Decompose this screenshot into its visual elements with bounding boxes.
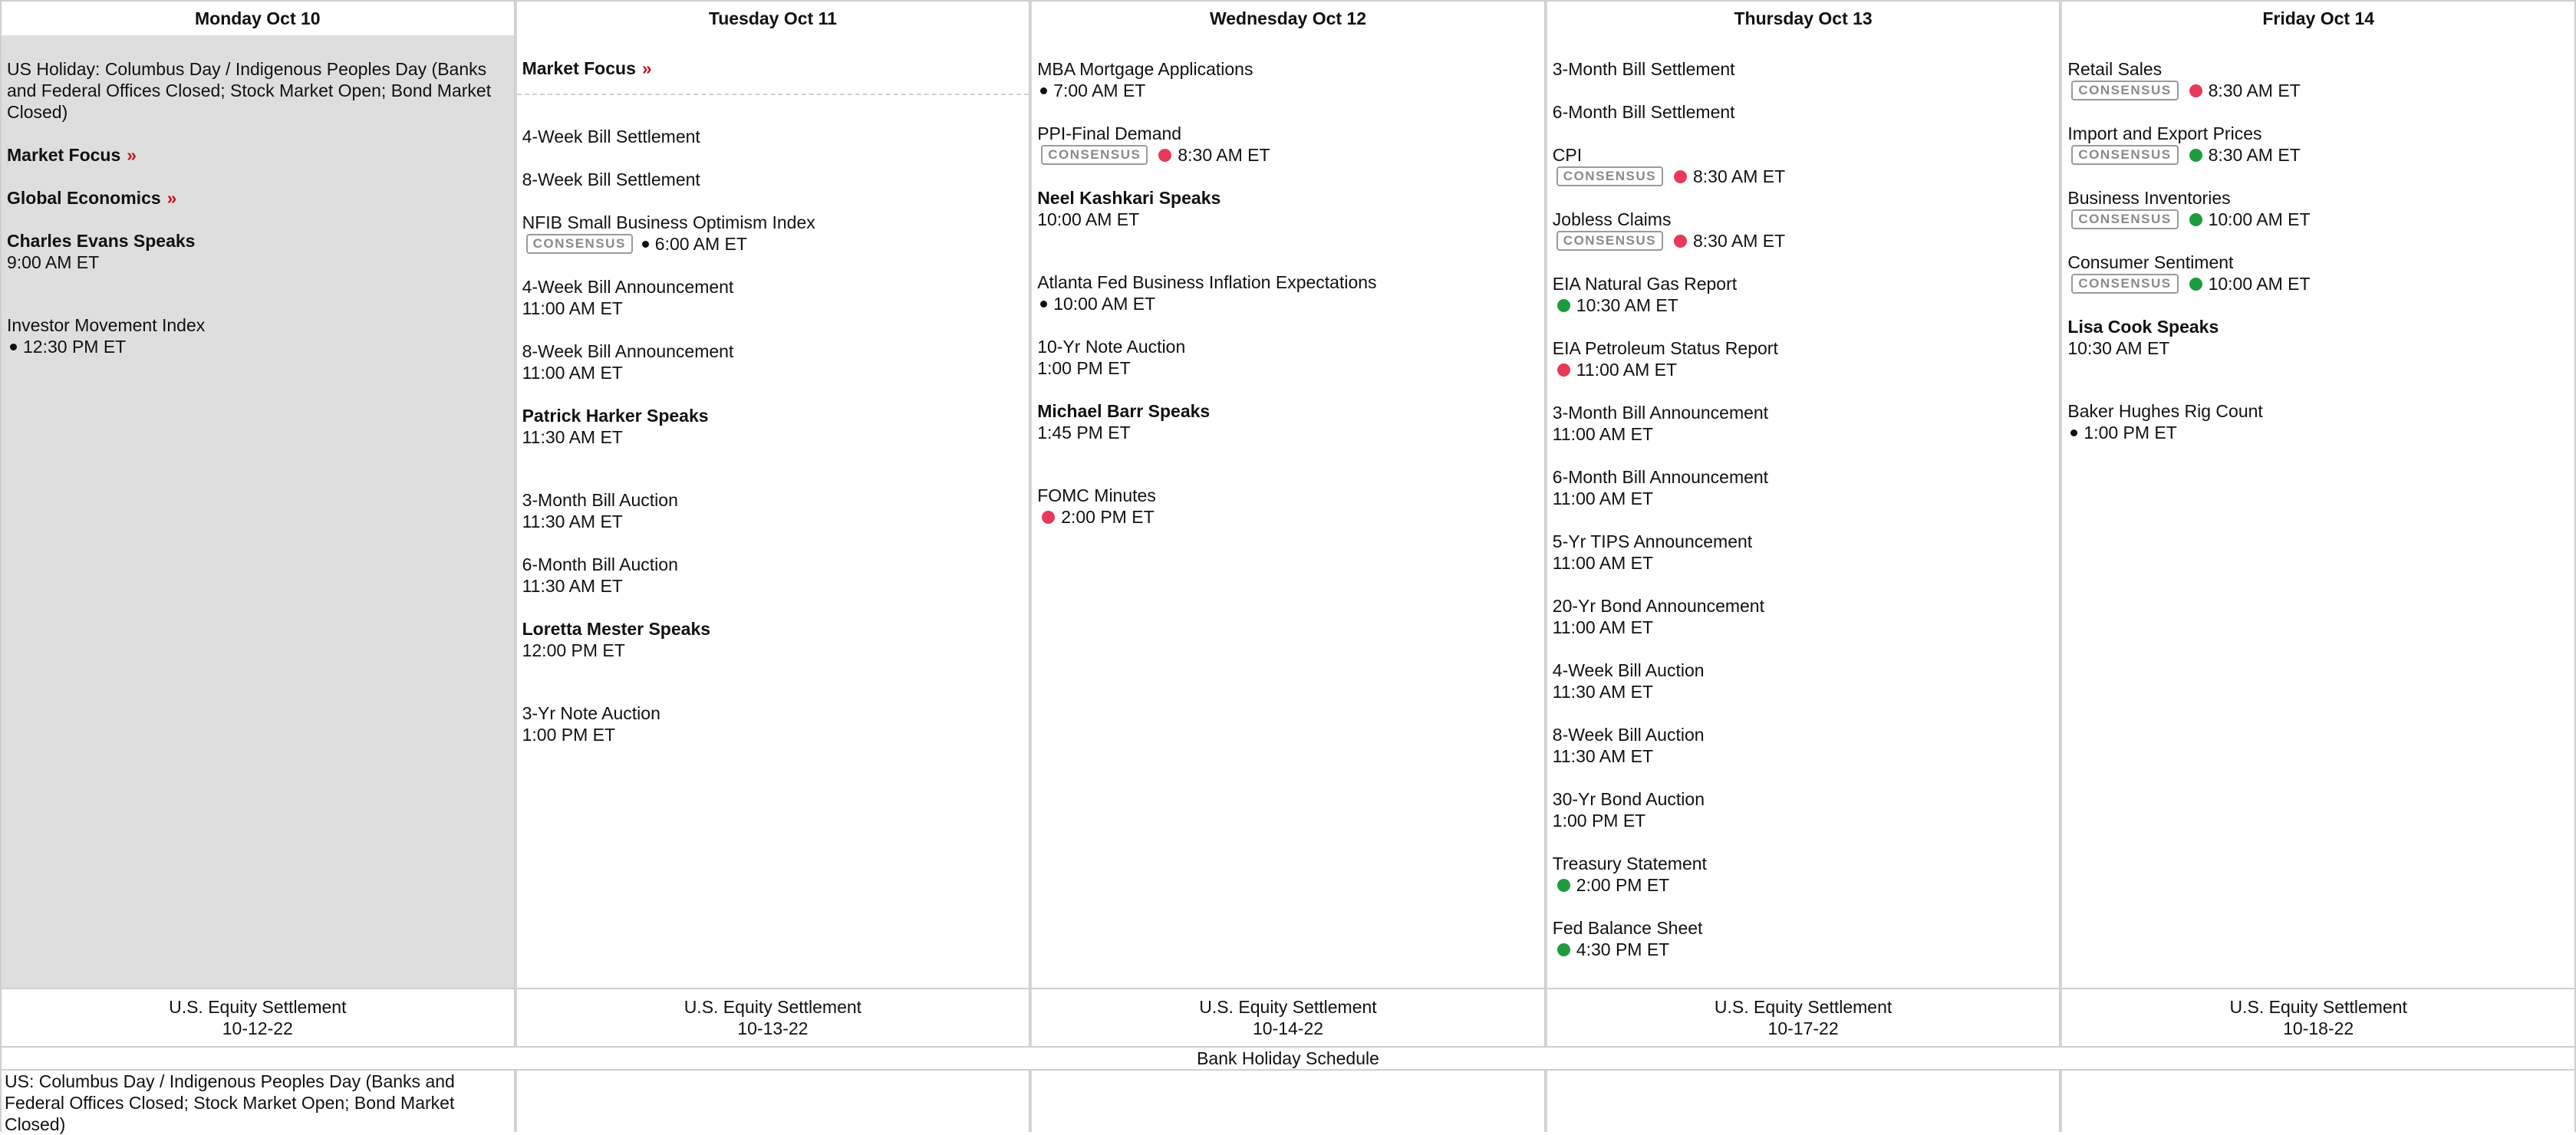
consensus-badge[interactable]: CONSENSUS	[2071, 274, 2178, 294]
event-name[interactable]: 3-Month Bill Auction	[522, 490, 678, 510]
settlement-date: 10-13-22	[737, 1018, 809, 1038]
bank-holiday-cell-thursday	[1546, 1071, 2061, 1132]
event-item[interactable]	[1037, 58, 1539, 101]
event-time: 11:00 AM ET	[522, 363, 623, 383]
event-time: 10:30 AM ET	[1576, 295, 1678, 315]
event-time: 11:00 AM ET	[1552, 617, 1654, 637]
event-name[interactable]: Fed Balance Sheet	[1552, 918, 1703, 938]
event-item[interactable]	[522, 340, 1024, 383]
day-body-row	[0, 35, 2576, 988]
event-name[interactable]: 4-Week Bill Announcement	[522, 277, 734, 297]
bank-holiday-cell-monday	[0, 1071, 516, 1132]
event-name[interactable]: Consumer Sentiment	[2067, 252, 2234, 272]
event-item[interactable]	[1553, 531, 2054, 574]
settlement-label: U.S. Equity Settlement	[684, 997, 862, 1017]
settlement-date: 10-12-22	[222, 1018, 293, 1038]
event-item[interactable]	[1553, 724, 2054, 767]
consensus-badge[interactable]: CONSENSUS	[1041, 145, 1148, 165]
bank-holiday-schedule-title: Bank Holiday Schedule	[0, 1048, 2576, 1071]
event-name[interactable]: Charles Evans Speaks	[7, 231, 196, 251]
event-name[interactable]: Investor Movement Index	[7, 315, 206, 335]
settlement-cell	[0, 988, 516, 1048]
event-item[interactable]	[1553, 273, 2054, 316]
event-name[interactable]: Patrick Harker Speaks	[522, 406, 709, 426]
event-item[interactable]	[522, 618, 1024, 661]
market-focus-label[interactable]: Market Focus	[7, 145, 121, 165]
event-item[interactable]	[1553, 466, 2054, 509]
event-name[interactable]: Neel Kashkari Speaks	[1037, 188, 1221, 208]
medium-importance-dot-icon	[2189, 278, 2202, 291]
consensus-badge[interactable]: CONSENSUS	[526, 234, 633, 254]
event-name[interactable]: Michael Barr Speaks	[1037, 401, 1211, 421]
event-name[interactable]: NFIB Small Business Optimism Index	[522, 212, 815, 232]
event-item[interactable]	[1553, 595, 2054, 638]
low-importance-dot-icon	[10, 344, 17, 350]
event-time: 10:00 AM ET	[1037, 209, 1140, 229]
event-name[interactable]: Baker Hughes Rig Count	[2067, 401, 2263, 421]
high-importance-dot-icon	[1674, 235, 1687, 248]
event-name[interactable]: PPI-Final Demand	[1037, 123, 1182, 143]
event-name[interactable]: Lisa Cook Speaks	[2067, 317, 2219, 337]
bank-holiday-cell-friday	[2060, 1071, 2576, 1132]
day-column-monday	[0, 35, 516, 988]
event-time: 11:30 AM ET	[522, 512, 623, 531]
consensus-badge[interactable]: CONSENSUS	[2071, 209, 2178, 229]
event-name[interactable]: 8-Week Bill Settlement	[522, 169, 700, 189]
settlement-date: 10-14-22	[1252, 1018, 1324, 1038]
settlement-label: U.S. Equity Settlement	[169, 997, 347, 1017]
chevron-right-icon: »	[166, 188, 177, 208]
event-time: 2:00 PM ET	[1576, 875, 1670, 895]
event-item[interactable]	[2067, 252, 2569, 294]
settlement-cell	[1546, 988, 2061, 1048]
event-name[interactable]: 3-Month Bill Announcement	[1552, 403, 1769, 423]
event-name[interactable]: 3-Month Bill Settlement	[1552, 59, 1735, 79]
event-time: 7:00 AM ET	[1053, 81, 1146, 100]
event-item[interactable]	[1553, 917, 2054, 960]
event-time: 11:00 AM ET	[1552, 424, 1654, 444]
low-importance-dot-icon	[642, 241, 649, 248]
event-time: 11:00 AM ET	[1552, 489, 1654, 508]
bank-holiday-cell-wednesday	[1030, 1071, 1546, 1132]
high-importance-dot-icon	[2189, 84, 2202, 97]
settlement-label: U.S. Equity Settlement	[2229, 997, 2407, 1017]
event-item[interactable]	[1553, 58, 2054, 80]
holiday-note	[7, 58, 509, 123]
event-time: 11:30 AM ET	[522, 427, 623, 447]
market-focus-link[interactable]	[7, 144, 509, 166]
event-name[interactable]: 20-Yr Bond Announcement	[1552, 596, 1764, 616]
medium-importance-dot-icon	[1557, 879, 1570, 892]
settlement-row	[0, 988, 2576, 1048]
settlement-date: 10-18-22	[2283, 1018, 2354, 1038]
event-item[interactable]	[522, 212, 1024, 255]
event-time: 6:00 AM ET	[654, 234, 747, 254]
day-column-wednesday	[1030, 35, 1546, 988]
event-time: 10:00 AM ET	[1053, 294, 1156, 314]
high-importance-dot-icon	[1557, 364, 1570, 377]
event-item[interactable]	[1553, 853, 2054, 896]
event-time: 12:30 PM ET	[23, 337, 127, 357]
holiday-note-text: US Holiday: Columbus Day / Indigenous Peoples Day (Banks and Federal Offices Closed; Stock Market Open; Bond Market Closed)	[7, 59, 492, 122]
event-item[interactable]	[1553, 209, 2054, 252]
settlement-cell	[516, 988, 1031, 1048]
event-item[interactable]	[1553, 101, 2054, 123]
event-time: 10:30 AM ET	[2067, 338, 2170, 358]
consensus-badge[interactable]: CONSENSUS	[2071, 81, 2178, 100]
day-header-thursday[interactable]: Thursday Oct 13	[1546, 0, 2061, 35]
event-time: 11:30 AM ET	[1552, 682, 1654, 702]
event-name[interactable]: Treasury Statement	[1552, 854, 1707, 873]
event-time: 11:00 AM ET	[1576, 360, 1678, 380]
event-name[interactable]: FOMC Minutes	[1037, 485, 1156, 505]
event-time: 8:30 AM ET	[2208, 81, 2301, 100]
event-item[interactable]	[1037, 336, 1539, 379]
event-item[interactable]	[7, 230, 509, 273]
event-time: 12:00 PM ET	[522, 640, 625, 660]
global-economics-label[interactable]: Global Economics	[7, 188, 161, 208]
day-header-friday[interactable]: Friday Oct 14	[2060, 0, 2576, 35]
event-name[interactable]: Retail Sales	[2067, 59, 2163, 79]
global-economics-link[interactable]	[7, 187, 509, 209]
event-item[interactable]	[522, 276, 1024, 319]
day-header-tuesday[interactable]: Tuesday Oct 11	[516, 0, 1031, 35]
consensus-badge[interactable]: CONSENSUS	[1556, 166, 1663, 186]
chevron-right-icon: »	[641, 58, 652, 78]
event-name[interactable]: Jobless Claims	[1552, 209, 1672, 229]
event-item[interactable]	[522, 405, 1024, 448]
settlement-cell	[2060, 988, 2576, 1048]
event-time: 11:30 AM ET	[1552, 746, 1654, 766]
event-name[interactable]: 8-Week Bill Announcement	[522, 341, 734, 361]
event-item[interactable]	[2067, 58, 2569, 101]
event-item[interactable]	[7, 314, 509, 357]
settlement-label: U.S. Equity Settlement	[1199, 997, 1377, 1017]
event-time: 1:00 PM ET	[522, 725, 616, 745]
event-name[interactable]: Loretta Mester Speaks	[522, 619, 711, 639]
settlement-date: 10-17-22	[1767, 1018, 1839, 1038]
event-time: 8:30 AM ET	[1178, 145, 1270, 165]
settlement-cell	[1030, 988, 1546, 1048]
event-item[interactable]	[522, 489, 1024, 532]
event-item[interactable]	[1037, 400, 1539, 443]
event-name[interactable]: 3-Yr Note Auction	[522, 703, 660, 723]
event-name[interactable]: 6-Month Bill Announcement	[1552, 467, 1769, 487]
event-time: 11:30 AM ET	[522, 576, 623, 596]
medium-importance-dot-icon	[1557, 943, 1570, 956]
event-time: 10:00 AM ET	[2208, 274, 2311, 294]
event-item[interactable]	[1553, 788, 2054, 831]
event-name[interactable]: Atlanta Fed Business Inflation Expectations	[1037, 272, 1377, 292]
high-importance-dot-icon	[1042, 511, 1055, 524]
event-time: 10:00 AM ET	[2208, 209, 2311, 229]
event-item[interactable]	[1037, 123, 1539, 166]
event-time: 4:30 PM ET	[1576, 939, 1670, 959]
low-importance-dot-icon	[1040, 87, 1047, 94]
event-name[interactable]: 6-Month Bill Auction	[522, 554, 678, 574]
market-focus-label[interactable]: Market Focus	[522, 58, 636, 78]
day-column-friday	[2060, 35, 2576, 988]
consensus-badge[interactable]: CONSENSUS	[2071, 145, 2178, 165]
day-header-wednesday[interactable]: Wednesday Oct 12	[1030, 0, 1546, 35]
event-name[interactable]: CPI	[1552, 145, 1583, 165]
event-time: 11:00 AM ET	[1552, 553, 1654, 573]
event-item[interactable]	[2067, 187, 2569, 230]
event-time: 1:00 PM ET	[2084, 423, 2177, 442]
settlement-label: U.S. Equity Settlement	[1714, 997, 1892, 1017]
bank-holiday-row	[0, 1071, 2576, 1132]
event-name[interactable]: 4-Week Bill Settlement	[522, 127, 700, 146]
event-item[interactable]	[1553, 402, 2054, 445]
event-name[interactable]: Business Inventories	[2067, 188, 2231, 208]
event-item[interactable]	[1037, 485, 1539, 528]
event-name[interactable]: 4-Week Bill Auction	[1552, 660, 1705, 680]
bank-holiday-note: US: Columbus Day / Indigenous Peoples Day (Banks and Federal Offices Closed; Stock Market Open; Bond Market Closed)	[5, 1071, 455, 1134]
event-item[interactable]	[522, 126, 1024, 147]
event-item[interactable]	[522, 702, 1024, 745]
event-item[interactable]	[2067, 400, 2569, 443]
event-item[interactable]	[1037, 271, 1539, 314]
event-time: 9:00 AM ET	[7, 252, 100, 272]
high-importance-dot-icon	[1158, 149, 1171, 162]
event-time: 8:30 AM ET	[2208, 145, 2301, 165]
event-name[interactable]: EIA Petroleum Status Report	[1552, 338, 1778, 358]
day-header-row	[0, 0, 2576, 35]
low-importance-dot-icon	[1040, 301, 1047, 308]
day-header-monday[interactable]: Monday Oct 10	[0, 0, 516, 35]
event-time: 1:00 PM ET	[1552, 811, 1646, 831]
event-item[interactable]	[1037, 187, 1539, 230]
event-item[interactable]	[522, 169, 1024, 190]
consensus-badge[interactable]: CONSENSUS	[1556, 231, 1663, 251]
event-item[interactable]	[1553, 337, 2054, 380]
day-column-tuesday	[516, 35, 1031, 988]
event-name[interactable]: EIA Natural Gas Report	[1552, 274, 1738, 294]
event-item[interactable]	[522, 554, 1024, 597]
low-importance-dot-icon	[2070, 429, 2077, 436]
event-item[interactable]	[2067, 123, 2569, 166]
event-time: 1:00 PM ET	[1037, 358, 1131, 378]
event-time: 1:45 PM ET	[1037, 423, 1131, 442]
event-item[interactable]	[1553, 660, 2054, 702]
event-name[interactable]: Import and Export Prices	[2067, 123, 2262, 143]
chevron-right-icon: »	[127, 145, 137, 165]
event-time: 8:30 AM ET	[1692, 166, 1786, 186]
event-item[interactable]	[2067, 316, 2569, 359]
event-time: 8:30 AM ET	[1692, 231, 1786, 251]
event-time: 2:00 PM ET	[1061, 507, 1155, 527]
event-name[interactable]: 10-Yr Note Auction	[1037, 337, 1186, 357]
event-name[interactable]: 5-Yr TIPS Announcement	[1552, 531, 1753, 551]
event-time: 11:00 AM ET	[522, 298, 623, 318]
event-name[interactable]: 8-Week Bill Auction	[1552, 725, 1705, 745]
event-name[interactable]: 6-Month Bill Settlement	[1552, 102, 1735, 122]
event-name[interactable]: 30-Yr Bond Auction	[1552, 789, 1705, 809]
medium-importance-dot-icon	[1557, 299, 1570, 312]
medium-importance-dot-icon	[2189, 213, 2202, 226]
event-name[interactable]: MBA Mortgage Applications	[1037, 59, 1253, 79]
bank-holiday-cell-tuesday	[516, 1071, 1031, 1132]
medium-importance-dot-icon	[2189, 149, 2202, 162]
day-column-thursday	[1546, 35, 2061, 988]
high-importance-dot-icon	[1674, 170, 1687, 183]
market-focus-link[interactable]	[517, 58, 1029, 95]
event-item[interactable]	[1553, 144, 2054, 187]
